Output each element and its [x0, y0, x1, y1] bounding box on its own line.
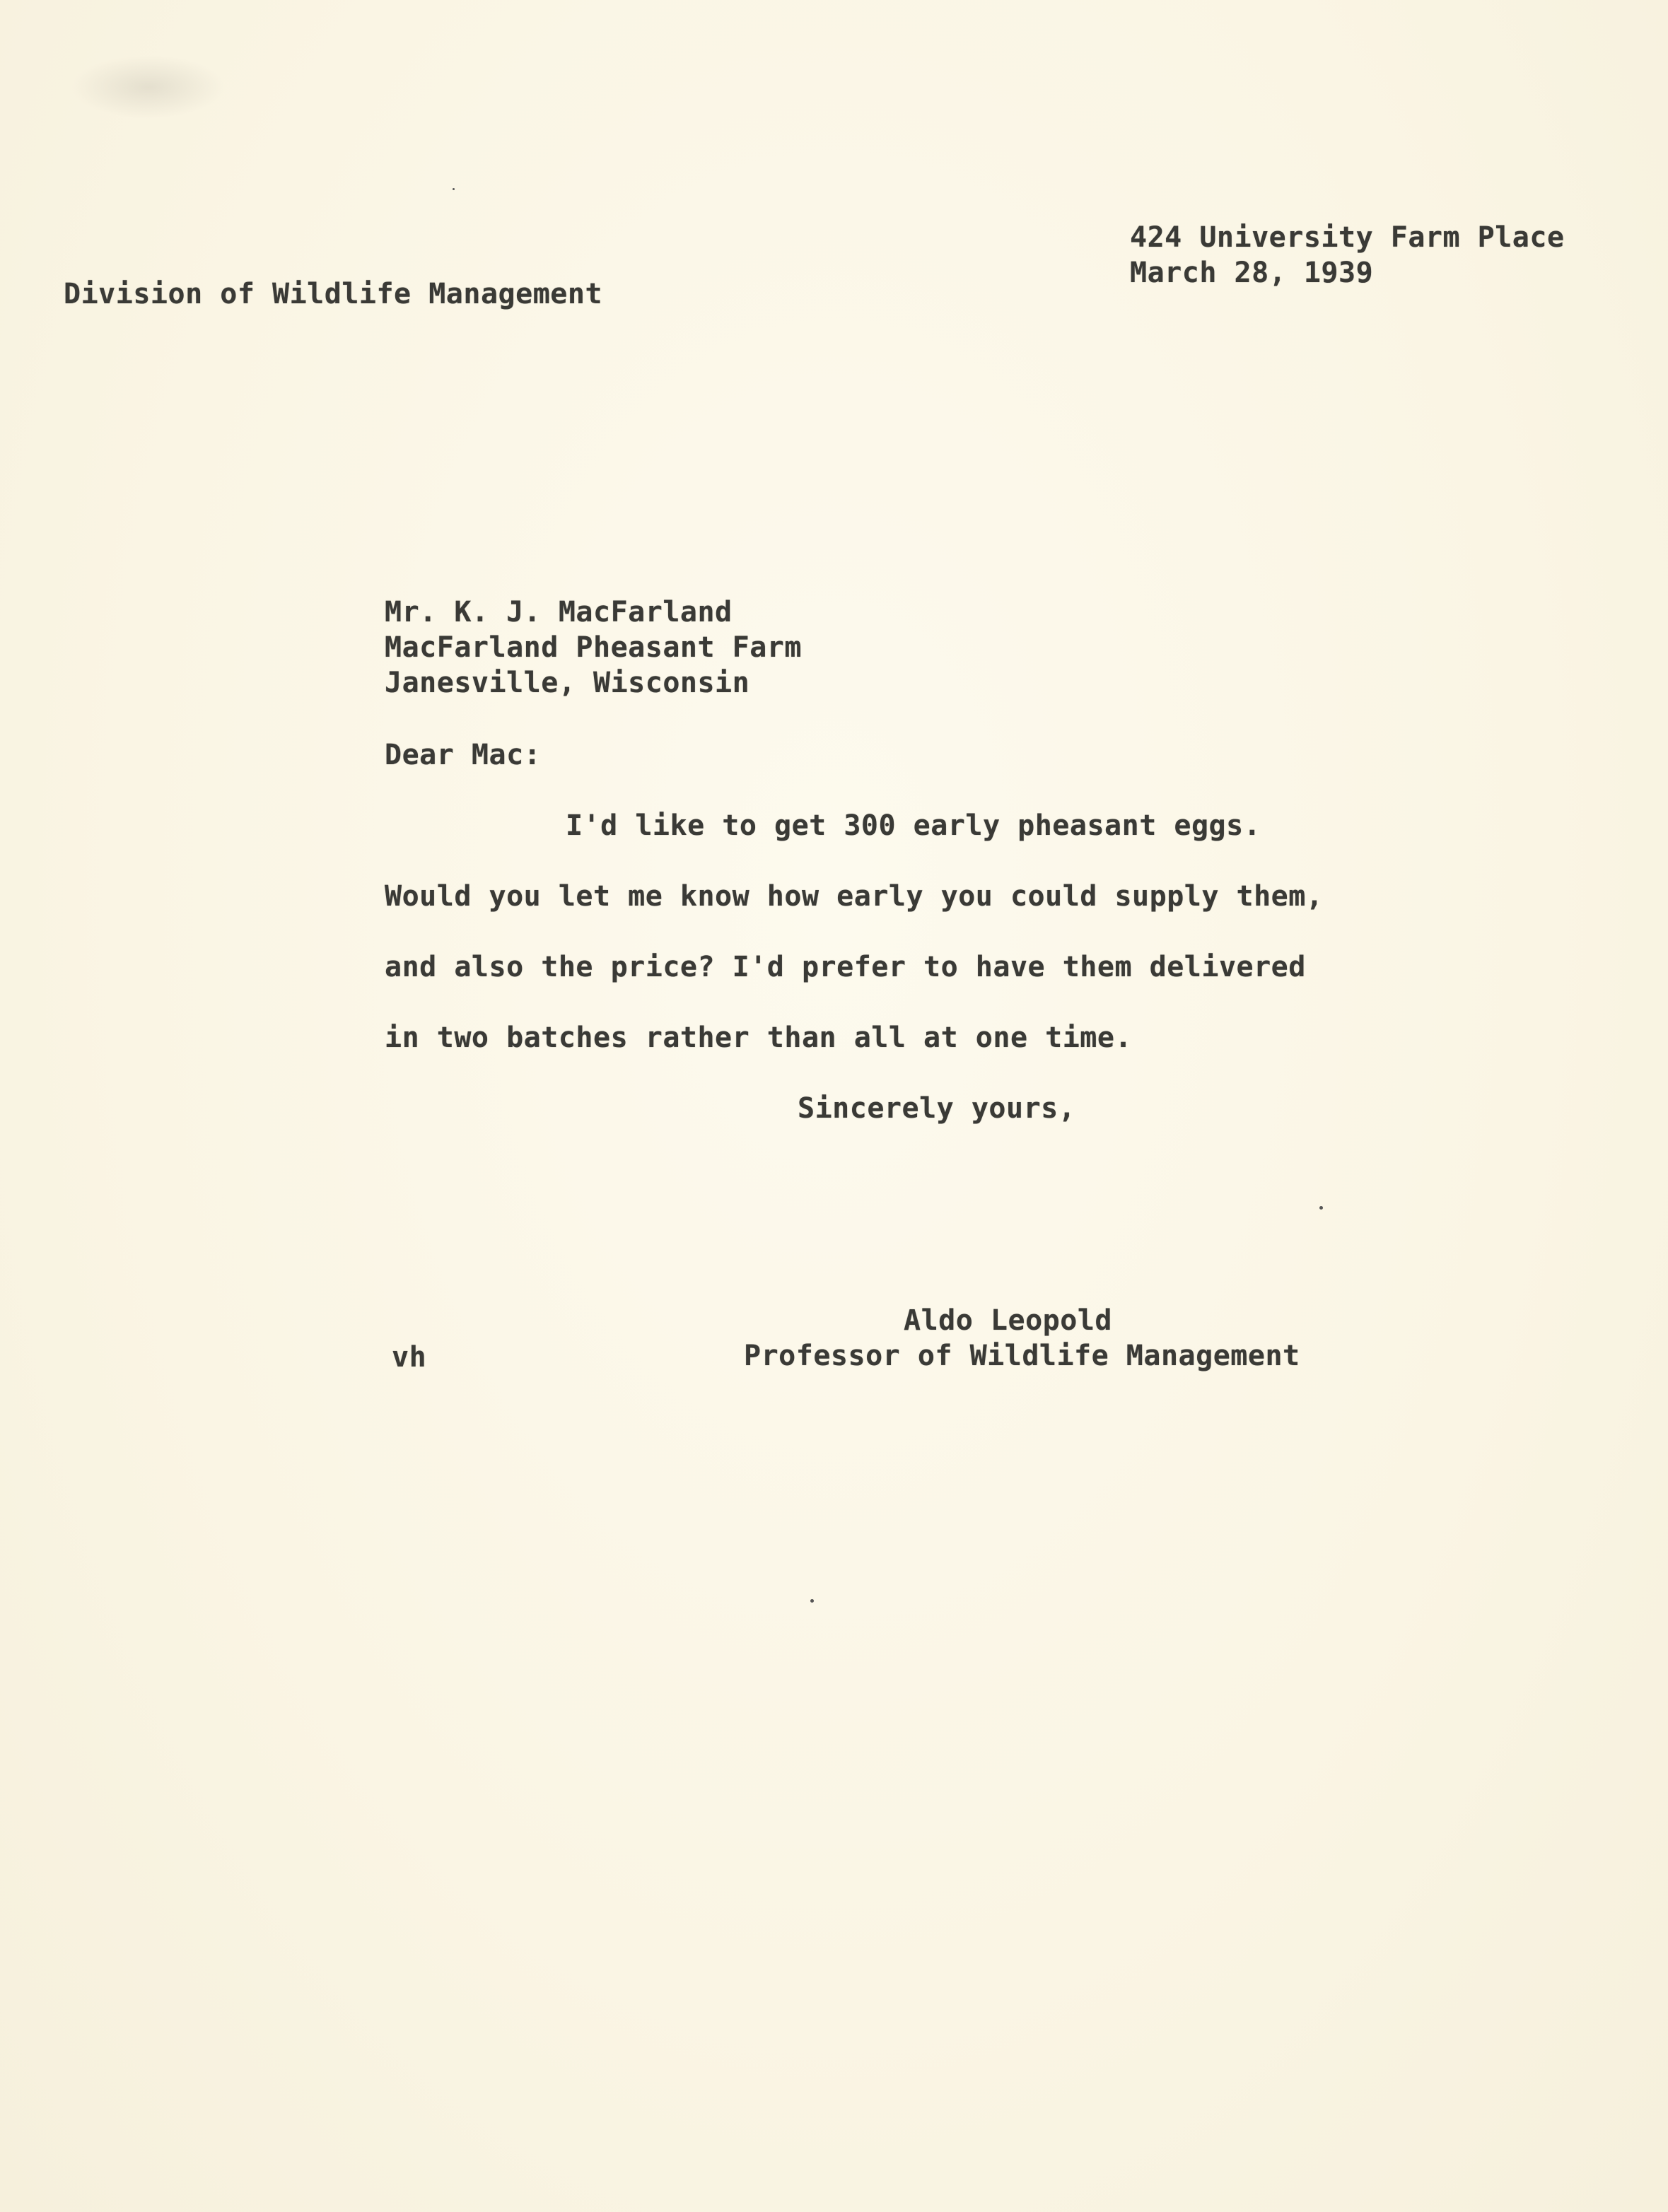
- letter-date: March 28, 1939: [1130, 257, 1374, 289]
- paper-smudge: [71, 55, 226, 119]
- typist-initials: vh: [392, 1341, 427, 1374]
- paper-speck: [1319, 1206, 1323, 1210]
- body-line: and also the price? I'd prefer to have them delivered: [385, 951, 1306, 983]
- sender-address: 424 University Farm Place: [1130, 221, 1565, 254]
- closing: Sincerely yours,: [798, 1092, 1076, 1125]
- recipient-city: Janesville, Wisconsin: [385, 667, 750, 699]
- signature-title: Professor of Wildlife Management: [744, 1340, 1300, 1372]
- salutation: Dear Mac:: [385, 739, 542, 771]
- paper-speck: [453, 188, 455, 190]
- signature-name: Aldo Leopold: [904, 1304, 1112, 1337]
- body-line: in two batches rather than all at one time.: [385, 1022, 1133, 1054]
- division-name: Division of Wildlife Management: [64, 278, 603, 310]
- body-line: Would you let me know how early you could supply them,: [385, 880, 1324, 913]
- paper-speck: [810, 1599, 814, 1603]
- recipient-company: MacFarland Pheasant Farm: [385, 631, 802, 664]
- body-line: I'd like to get 300 early pheasant eggs.: [566, 809, 1261, 842]
- recipient-name: Mr. K. J. MacFarland: [385, 596, 733, 628]
